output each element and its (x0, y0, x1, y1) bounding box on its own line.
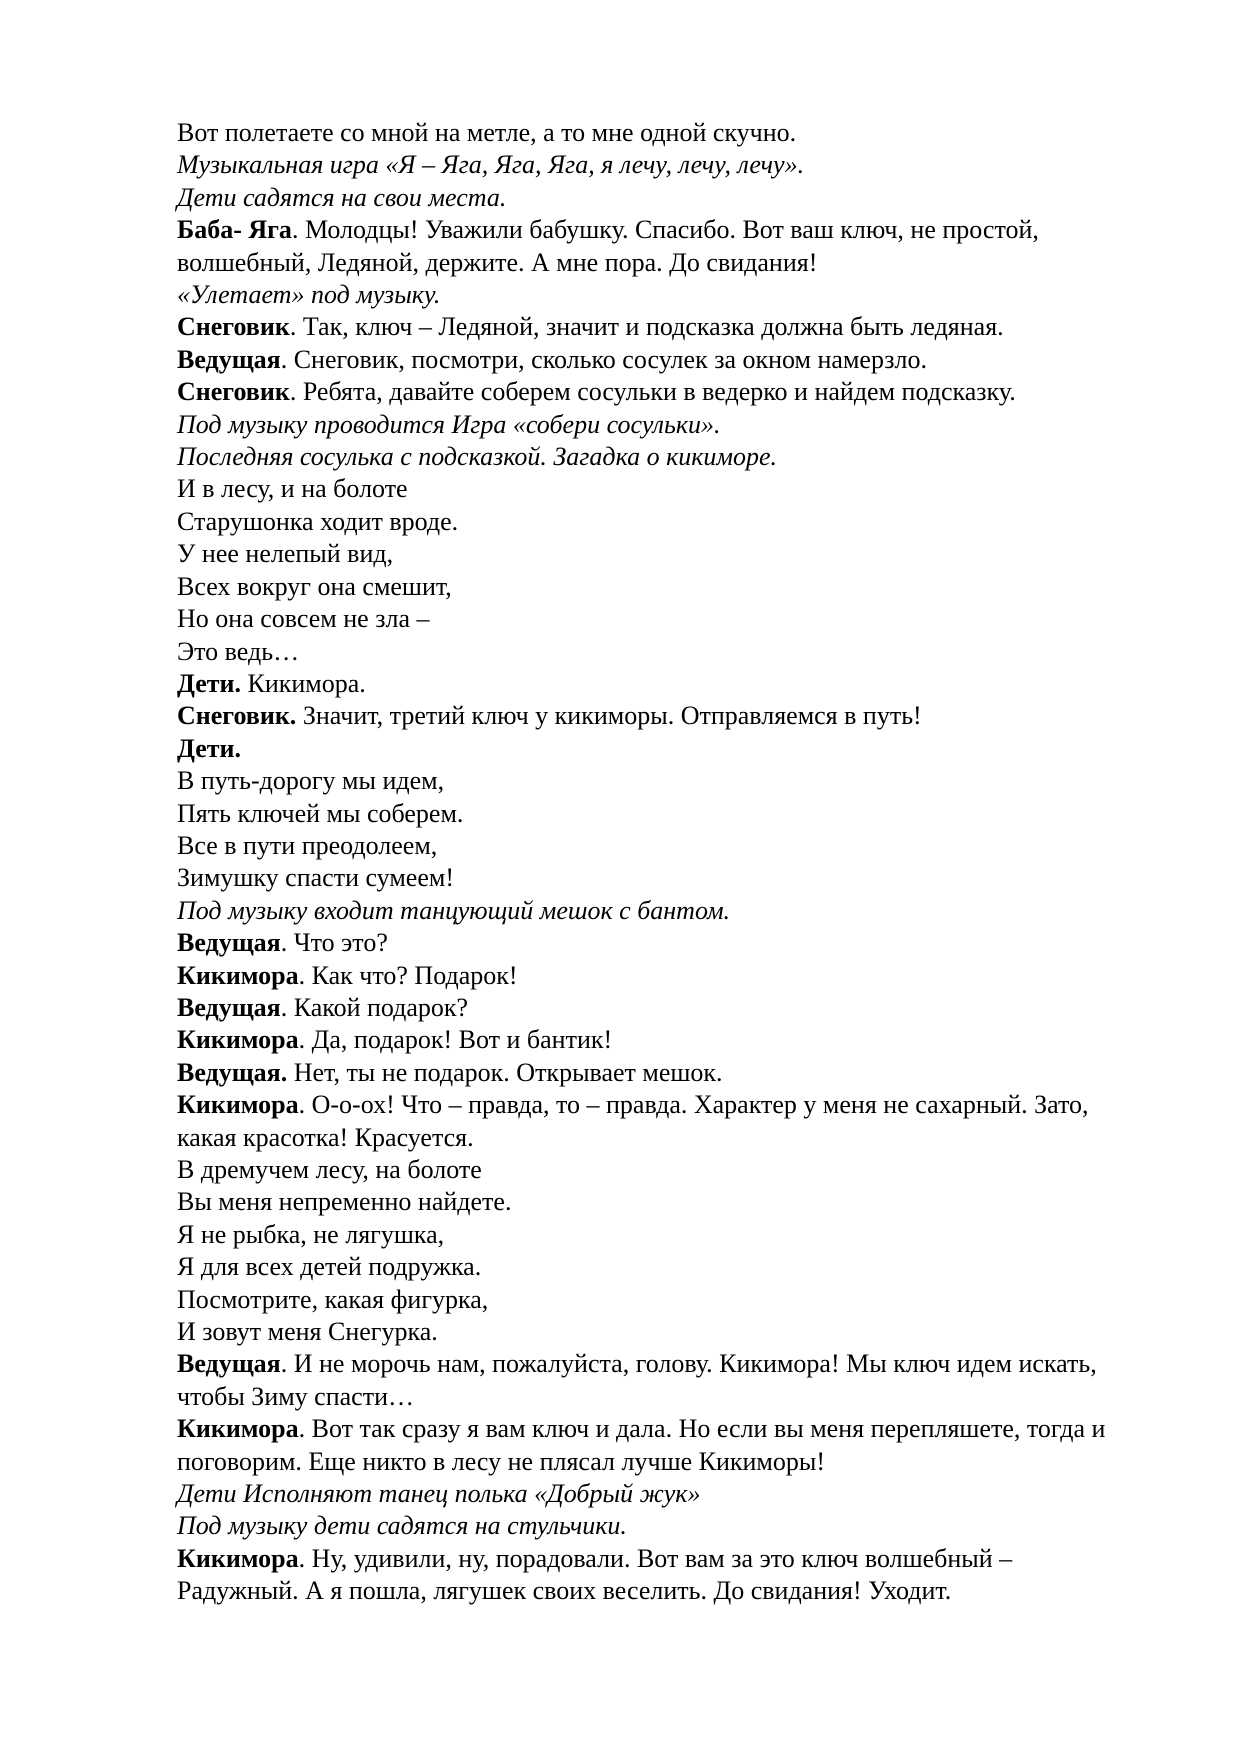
speaker-name: Ведущая (177, 928, 281, 958)
verse-line: И зовут меня Снегурка. (177, 1317, 438, 1347)
speech-text: . Что это? (280, 928, 388, 958)
verse-line: Все в пути преодолеем, (177, 830, 438, 860)
speaker-name: Ведущая (177, 344, 281, 374)
verse-line: В путь-дорогу мы идем, (177, 766, 445, 796)
speech-line (177, 668, 1127, 700)
speech-text: . Вот так сразу я вам ключ и дала. Но если вы меня перепляшете, тогда и поговорим. Еще никто в лесу не плясал лучше Кикиморы! (177, 1414, 1106, 1476)
speaker-name: Снеговик. (177, 701, 297, 731)
speaker-name: Кикимора (177, 960, 299, 990)
speech-line (177, 1543, 1127, 1608)
speech-line (177, 960, 1127, 992)
stage-direction: «Улетает» под музыку. (177, 280, 441, 310)
stage-direction: Под музыку проводится Игра «собери сосульки». (177, 409, 721, 439)
verse-line: В дремучем лесу, на болоте (177, 1155, 482, 1184)
speech-text: . Ребята, давайте соберем сосульки в ведерко и найдем подсказку. (289, 377, 1016, 407)
speech-text: Нет, ты не подарок. Открывает мешок. (287, 1057, 723, 1087)
verse-line: Я не рыбка, не лягушка, (177, 1219, 445, 1249)
verse-line: Вы меня непременно найдете. (177, 1187, 512, 1217)
script-text (177, 117, 1127, 1608)
speech-line (177, 344, 1127, 376)
speech-line (177, 1024, 1127, 1056)
verse-line: Всех вокруг она смешит, (177, 571, 452, 601)
verse-line: Старушонка ходит вроде. (177, 506, 459, 536)
verse-line: И в лесу, и на болоте (177, 474, 408, 504)
stage-direction: Музыкальная игра «Я – Яга, Яга, Яга, я лечу, лечу, лечу». (177, 150, 805, 180)
speech-text: . Какой подарок? (280, 992, 469, 1022)
stage-direction: Под музыку дети садятся на стульчики. (177, 1511, 627, 1541)
speaker-name: Баба- Яга (177, 215, 292, 245)
speech-text: Кикимора. (241, 668, 366, 698)
stage-direction: Под музыку входит танцующий мешок с бантом. (177, 895, 731, 925)
speech-text: . Молодцы! Уважили бабушку. Спасибо. Вот ваш ключ, не простой, волшебный, Ледяной, держите. А мне пора. До свидания! (177, 215, 1039, 277)
verse-line: Я для всех детей подружка. (177, 1252, 482, 1282)
speech-line (177, 1089, 1127, 1154)
speech-line (177, 214, 1127, 279)
verse-line: Посмотрите, какая фигурка, (177, 1284, 489, 1314)
speech-text: . Как что? Подарок! (298, 960, 518, 990)
speaker-name: Дети. (177, 733, 241, 763)
speaker-name: Кикимора (177, 1090, 299, 1120)
text-line: Вот полетаете со мной на метле, а то мне одной скучно. (177, 118, 797, 147)
speaker-name: Кикимора (177, 1543, 299, 1573)
speech-text: . И не морочь нам, пожалуйста, голову. Кикимора! Мы ключ идем искать, чтобы Зиму спасти… (177, 1349, 1097, 1411)
stage-direction: Дети садятся на свои места. (177, 182, 507, 212)
speaker-name: Снеговик (177, 377, 290, 407)
speech-text: Значит, третий ключ у кикиморы. Отправляемся в путь! (296, 701, 922, 731)
speaker-name: Дети. (177, 668, 241, 698)
speaker-name: Кикимора (177, 1025, 299, 1055)
speech-text: . Снеговик, посмотри, сколько сосулек за окном намерзло. (280, 344, 928, 374)
stage-direction: Последняя сосулька с подсказкой. Загадка о кикиморе. (177, 442, 778, 472)
speech-line (177, 992, 1127, 1024)
speech-text: . Ну, удивили, ну, порадовали. Вот вам за это ключ волшебный – Радужный. А я пошла, лягушек своих веселить. До свидания! Уходит. (177, 1543, 1013, 1606)
speech-line (177, 733, 1127, 765)
verse-line: Пять ключей мы соберем. (177, 798, 464, 828)
speech-line (177, 700, 1127, 732)
speaker-name: Ведущая. (177, 1057, 288, 1087)
speaker-name: Кикимора (177, 1414, 299, 1444)
speech-line (177, 1057, 1127, 1089)
speech-text: . Да, подарок! Вот и бантик! (298, 1025, 613, 1055)
speaker-name: Ведущая (177, 1349, 281, 1379)
speech-text: . О-о-ох! Что – правда, то – правда. Характер у меня не сахарный. Зато, какая красотка! Красуется. (177, 1090, 1089, 1152)
stage-direction: Дети Исполняют танец полька «Добрый жук» (177, 1479, 701, 1509)
speech-line (177, 1413, 1127, 1478)
speech-line (177, 311, 1127, 343)
verse-line: Зимушку спасти сумеем! (177, 863, 454, 893)
verse-line: У нее нелепый вид, (177, 539, 394, 569)
verse-line: Но она совсем не зла – (177, 604, 430, 634)
speech-line (177, 1348, 1127, 1413)
speaker-name: Ведущая (177, 992, 281, 1022)
speech-line (177, 376, 1127, 408)
speaker-name: Снеговик (177, 312, 290, 342)
speech-line (177, 927, 1127, 959)
speech-text: . Так, ключ – Ледяной, значит и подсказка должна быть ледяная. (289, 312, 1004, 342)
verse-line: Это ведь… (177, 636, 300, 666)
